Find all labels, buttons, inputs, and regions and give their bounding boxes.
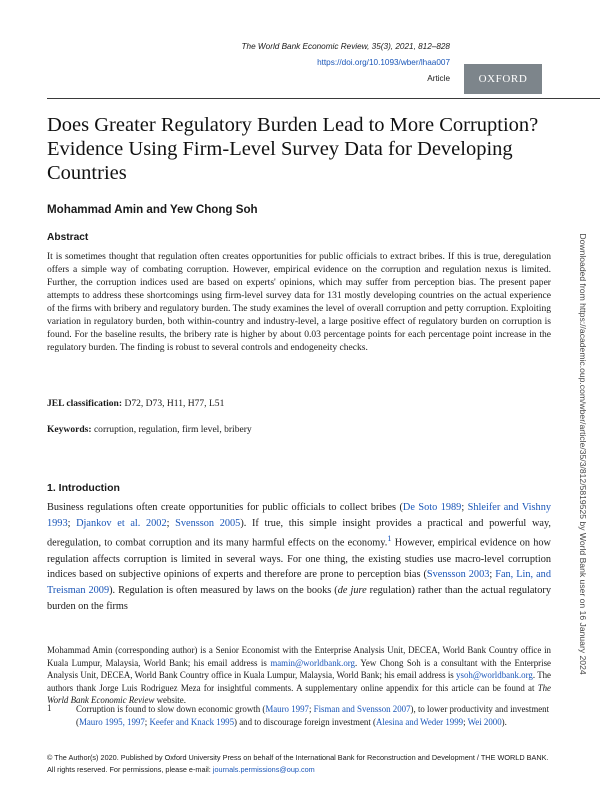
intro-text: regulation) rather than the actual regulatory burden on the firms (47, 584, 551, 612)
citation-separator: ; (308, 704, 314, 714)
keywords-label: Keywords: (47, 424, 92, 435)
citation-link[interactable]: De Soto 1989 (402, 502, 462, 513)
correspondence-text: website. (154, 695, 186, 705)
citation-link[interactable]: Fan, Lin, and Treisman 2009 (47, 569, 551, 596)
author-correspondence (47, 644, 551, 707)
intro-text: ). If true, this simple insight provides a practical and powerful way, deregulation, to combat corruption and its many harmful effects on the economy. (47, 517, 552, 549)
citation-link[interactable]: Svensson 2003 (426, 569, 490, 581)
citation-separator: ; (463, 716, 468, 727)
email-link[interactable]: ysoh@worldbank.org (456, 670, 533, 680)
citation-link[interactable]: Svensson 2005 (175, 517, 241, 529)
correspondence-text: . The authors thank Jorge Luis Rodriguez Meza for insightful comments. A supplementary online appendix for this article can be found at (47, 670, 552, 693)
abstract-heading: Abstract (47, 232, 89, 243)
intro-text: ). Regulation is often measured by laws on the books ( (109, 584, 338, 596)
keywords (47, 424, 252, 435)
article-type: Article (427, 74, 450, 83)
intro-paragraph (47, 500, 551, 614)
footnote-reference[interactable]: 1 (387, 533, 392, 544)
footnote-text (76, 703, 551, 728)
citation-link[interactable]: Fisman and Svensson 2007 (313, 704, 411, 714)
citation-separator: ; (166, 517, 176, 529)
correspondence-text: Mohammad Amin (corresponding author) is a Senior Economist with the Enterprise Analysis Unit, DECEA, World Bank Country office in Kuala Lumpur, Malaysia, World Bank; his email address is (47, 645, 551, 668)
intro-text: However, empirical evidence on how regulation affects corruption is limited in several ways. For one thing, the existing studies use macro-level corruption indices based on subjective opinions of experts and therefore are prone to perception bias ( (47, 537, 551, 581)
citation-separator: ; (489, 569, 496, 581)
oxford-logo: OXFORD (464, 64, 542, 94)
jel-classification (47, 398, 224, 409)
citation-link[interactable]: Mauro 1995, 1997 (78, 716, 145, 727)
footnote-segment: Corruption is found to slow down economic growth ( (76, 704, 266, 714)
footnote-segment: ). (501, 716, 507, 727)
citation-link[interactable]: Wei 2000 (467, 716, 502, 727)
keywords-terms: corruption, regulation, firm level, bribery (93, 424, 252, 435)
download-watermark: Downloaded from https://academic.oup.com/wber/article/35/3/812/5819525 by World Bank user on 16 January 2024 (578, 233, 588, 675)
copyright-line: © The Author(s) 2020. Published by Oxford University Press on behalf of the International Bank for Reconstruction and Development / THE WORLD BANK. (47, 753, 549, 762)
permissions-line: All rights reserved. For permissions, please e-mail: (47, 764, 213, 774)
journal-header (212, 42, 542, 94)
header-rule (47, 98, 600, 99)
jel-codes: D72, D73, H11, H77, L51 (124, 398, 225, 409)
footnote-segment: ) and to discourage foreign investment ( (234, 716, 376, 727)
citation-link[interactable]: Shleifer and Vishny 1993 (47, 502, 551, 529)
correspondence-text: . Yew Chong Soh is a consultant with the Enterprise Analysis Unit, DECEA, World Bank Country office in Kuala Lumpur, Malaysia, World Bank; his email address is (47, 657, 551, 680)
citation-link[interactable]: Djankov et al. 2002 (76, 517, 167, 529)
email-link[interactable]: mamin@worldbank.org (270, 657, 355, 668)
citation-link[interactable]: Keefer and Knack 1995 (149, 716, 235, 727)
journal-website-name: The World Bank Economic Review (47, 682, 551, 705)
doi-link[interactable]: https://doi.org/10.1093/wber/lhaa007 (317, 58, 450, 67)
abstract-text: It is sometimes thought that regulation often creates opportunities for public officials to extract bribes. If this is true, deregulation offers a simple way of combating corruption. However, empirical evidence on the corruption and regulation nexus is limited. Further, the corruption indices used are based on experts' opinions, which may suffer from perception bias. The present paper attempts to address these shortcomings using firm-level survey data for 131 mostly developing countries on the actual experience of the firms with bribery and regulatory burden. The study examines the level of overall corruption and petty corruption. Exploiting variation in regulatory burden, both within-country and industry-level, a large positive effect of regulatory burden on corruption is found. For the baseline results, the bribery rate is higher by about 0.03 percentage points for each percentage point increase in the regulatory burden. The finding is robust to several controls and endogeneity checks. (47, 251, 551, 353)
article-title: Does Greater Regulatory Burden Lead to More Corruption? Evidence Using Firm-Level Survey Data for Developing Countries (47, 114, 539, 184)
citation-link[interactable]: Mauro 1997 (265, 704, 309, 714)
jel-label: JEL classification: (47, 398, 123, 409)
section-heading-introduction: 1. Introduction (47, 482, 120, 494)
authors: Mohammad Amin and Yew Chong Soh (47, 203, 258, 216)
citation-separator: ; (144, 716, 150, 727)
footnote-number: 1 (47, 703, 52, 713)
footnote-segment: ), to lower productivity and investment ( (76, 704, 550, 727)
citation-separator: ; (461, 502, 468, 513)
permissions-email-link[interactable]: journals.permissions@oup.com (212, 764, 315, 774)
intro-text: Business regulations often create opportunities for public officials to collect bribes ( (47, 502, 403, 513)
journal-citation: The World Bank Economic Review, 35(3), 2021, 812–828 (241, 42, 450, 51)
copyright-notice (47, 752, 567, 775)
citation-separator: ; (67, 517, 77, 529)
citation-link[interactable]: Alesina and Weder 1999 (375, 716, 464, 727)
de-jure-term: de jure (337, 584, 367, 596)
